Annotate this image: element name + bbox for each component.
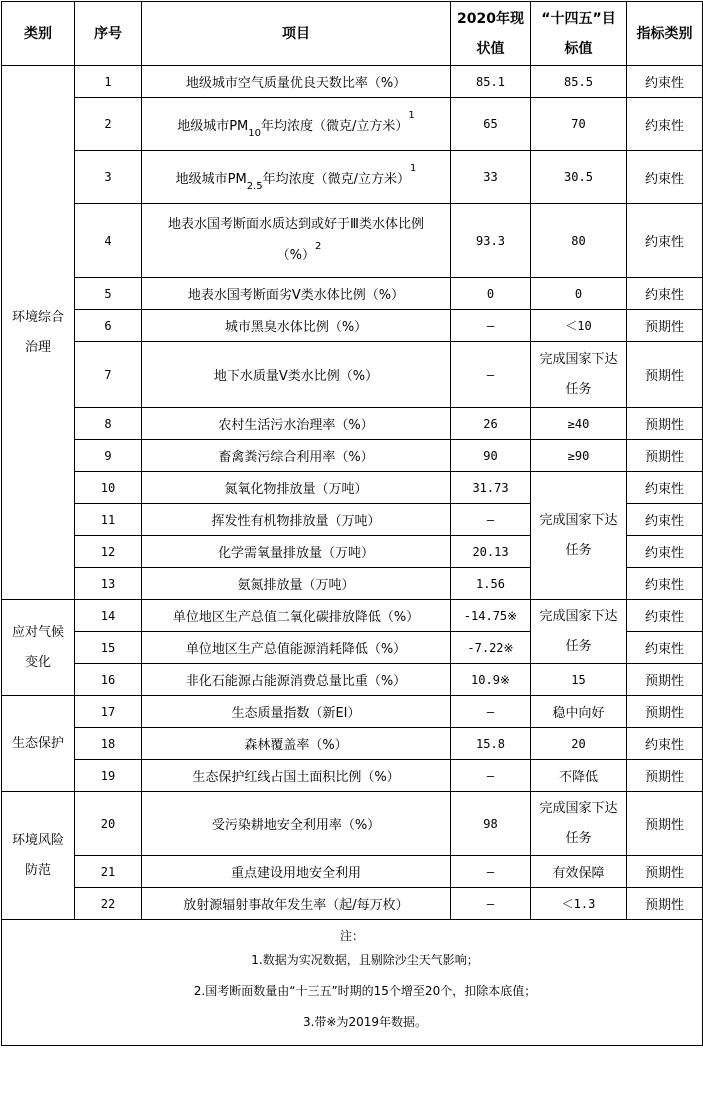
row-attribute: 约束性 xyxy=(627,66,703,98)
item-text: 年均浓度（微克/立方米） xyxy=(262,171,410,187)
indicator-table xyxy=(1,1,703,1046)
row-number: 19 xyxy=(75,760,142,792)
table-row xyxy=(2,600,703,632)
table-row xyxy=(2,440,703,472)
row-target: 完成国家下达任务 xyxy=(531,600,627,664)
row-baseline: — xyxy=(451,856,531,888)
row-attribute: 约束性 xyxy=(627,536,703,568)
row-target: 15 xyxy=(531,664,627,696)
row-number: 10 xyxy=(75,472,142,504)
table-row xyxy=(2,792,703,856)
table-row xyxy=(2,66,703,98)
row-item xyxy=(142,204,451,278)
row-number: 15 xyxy=(75,632,142,664)
row-number: 4 xyxy=(75,204,142,278)
row-baseline: — xyxy=(451,310,531,342)
row-number: 7 xyxy=(75,342,142,408)
table-row xyxy=(2,472,703,504)
notes-cell xyxy=(2,920,703,1046)
row-item: 地级城市空气质量优良天数比率（%） xyxy=(142,66,451,98)
row-baseline: — xyxy=(451,342,531,408)
category-cell: 生态保护 xyxy=(2,696,75,792)
row-baseline: -14.75※ xyxy=(451,600,531,632)
row-baseline: 26 xyxy=(451,408,531,440)
category-cell: 环境综合治理 xyxy=(2,66,75,600)
item-text: 年均浓度（微克/立方米） xyxy=(261,118,409,134)
row-number: 13 xyxy=(75,568,142,600)
row-attribute: 约束性 xyxy=(627,568,703,600)
row-baseline: — xyxy=(451,696,531,728)
row-number: 8 xyxy=(75,408,142,440)
row-attribute: 约束性 xyxy=(627,98,703,151)
row-item: 氨氮排放量（万吨） xyxy=(142,568,451,600)
header-row xyxy=(2,2,703,66)
row-item xyxy=(142,98,451,151)
row-number: 3 xyxy=(75,151,142,204)
item-text: 地表水国考断面水质达到或好于Ⅲ类水体比例 xyxy=(168,217,424,232)
row-baseline: 31.73 xyxy=(451,472,531,504)
row-attribute: 预期性 xyxy=(627,310,703,342)
table-row xyxy=(2,151,703,204)
row-target: ＜10 xyxy=(531,310,627,342)
row-attribute: 约束性 xyxy=(627,728,703,760)
row-attribute: 约束性 xyxy=(627,472,703,504)
table-row xyxy=(2,664,703,696)
row-item: 放射源辐射事故年发生率（起/每万枚） xyxy=(142,888,451,920)
item-footnote-mark: 1 xyxy=(409,162,417,174)
row-attribute: 预期性 xyxy=(627,888,703,920)
row-attribute: 预期性 xyxy=(627,696,703,728)
row-item: 单位地区生产总值二氧化碳排放降低（%） xyxy=(142,600,451,632)
row-number: 17 xyxy=(75,696,142,728)
table-row xyxy=(2,760,703,792)
row-item: 非化石能源占能源消费总量比重（%） xyxy=(142,664,451,696)
item-footnote-mark: 2 xyxy=(314,241,322,252)
row-number: 21 xyxy=(75,856,142,888)
row-item: 氮氧化物排放量（万吨） xyxy=(142,472,451,504)
row-attribute: 预期性 xyxy=(627,440,703,472)
table-row xyxy=(2,278,703,310)
row-number: 18 xyxy=(75,728,142,760)
row-baseline: 33 xyxy=(451,151,531,204)
row-item: 单位地区生产总值能源消耗降低（%） xyxy=(142,632,451,664)
row-attribute: 预期性 xyxy=(627,856,703,888)
row-item: 重点建设用地安全利用 xyxy=(142,856,451,888)
row-target: 完成国家下达任务 xyxy=(531,472,627,600)
row-target: 不降低 xyxy=(531,760,627,792)
row-number: 2 xyxy=(75,98,142,151)
note-line: 1.数据为实况数据，且剔除沙尘天气影响； xyxy=(251,953,479,967)
note-line: 3.带※为2019年数据。 xyxy=(302,1015,428,1029)
row-attribute: 预期性 xyxy=(627,664,703,696)
row-item: 受污染耕地安全利用率（%） xyxy=(142,792,451,856)
table-row xyxy=(2,728,703,760)
item-subscript: 2.5 xyxy=(246,180,263,192)
row-target: 30.5 xyxy=(531,151,627,204)
row-baseline: 65 xyxy=(451,98,531,151)
row-item: 农村生活污水治理率（%） xyxy=(142,408,451,440)
row-target: 80 xyxy=(531,204,627,278)
row-baseline: — xyxy=(451,888,531,920)
item-text: 地级城市PM xyxy=(175,171,247,187)
table-row xyxy=(2,696,703,728)
row-number: 11 xyxy=(75,504,142,536)
row-attribute: 约束性 xyxy=(627,632,703,664)
row-attribute: 预期性 xyxy=(627,792,703,856)
row-item xyxy=(142,151,451,204)
row-baseline: 20.13 xyxy=(451,536,531,568)
row-attribute: 约束性 xyxy=(627,204,703,278)
row-baseline: — xyxy=(451,760,531,792)
table-row xyxy=(2,98,703,151)
row-target: 完成国家下达任务 xyxy=(531,792,627,856)
row-number: 12 xyxy=(75,536,142,568)
row-number: 16 xyxy=(75,664,142,696)
table-row xyxy=(2,408,703,440)
row-item: 生态保护红线占国土面积比例（%） xyxy=(142,760,451,792)
row-attribute: 约束性 xyxy=(627,600,703,632)
row-number: 20 xyxy=(75,792,142,856)
row-attribute: 预期性 xyxy=(627,760,703,792)
row-baseline: 15.8 xyxy=(451,728,531,760)
row-target: ≥40 xyxy=(531,408,627,440)
row-target: 20 xyxy=(531,728,627,760)
row-number: 14 xyxy=(75,600,142,632)
notes-row xyxy=(2,920,703,1046)
item-text: （%） xyxy=(276,248,315,263)
row-number: 22 xyxy=(75,888,142,920)
category-cell: 应对气候变化 xyxy=(2,600,75,696)
row-target: 0 xyxy=(531,278,627,310)
row-target: 85.5 xyxy=(531,66,627,98)
row-baseline: — xyxy=(451,504,531,536)
notes-title: 注： xyxy=(339,929,364,943)
row-item: 挥发性有机物排放量（万吨） xyxy=(142,504,451,536)
row-item: 城市黑臭水体比例（%） xyxy=(142,310,451,342)
row-baseline: 93.3 xyxy=(451,204,531,278)
header-category: 类别 xyxy=(2,2,75,66)
row-target: 有效保障 xyxy=(531,856,627,888)
table-row xyxy=(2,888,703,920)
row-target: 完成国家下达任务 xyxy=(531,342,627,408)
item-text: 地级城市PM xyxy=(177,118,249,134)
row-item: 化学需氧量排放量（万吨） xyxy=(142,536,451,568)
row-baseline: 0 xyxy=(451,278,531,310)
row-item: 生态质量指数（新EI） xyxy=(142,696,451,728)
row-target: 稳中向好 xyxy=(531,696,627,728)
header-index: 序号 xyxy=(75,2,142,66)
row-baseline: 98 xyxy=(451,792,531,856)
row-attribute: 预期性 xyxy=(627,408,703,440)
row-attribute: 约束性 xyxy=(627,151,703,204)
row-baseline: 90 xyxy=(451,440,531,472)
note-line: 2.国考断面数量由“十三五”时期的15个增至20个，扣除本底值； xyxy=(193,984,537,998)
row-attribute: 约束性 xyxy=(627,504,703,536)
table-row xyxy=(2,204,703,278)
row-item: 森林覆盖率（%） xyxy=(142,728,451,760)
row-target: 70 xyxy=(531,98,627,151)
row-item: 地下水质量Ⅴ类水比例（%） xyxy=(142,342,451,408)
table-row xyxy=(2,856,703,888)
row-item: 畜禽粪污综合利用率（%） xyxy=(142,440,451,472)
item-subscript: 10 xyxy=(248,127,262,139)
header-attribute: 指标类别 xyxy=(627,2,703,66)
row-number: 6 xyxy=(75,310,142,342)
row-attribute: 预期性 xyxy=(627,342,703,408)
header-target: “十四五”目标值 xyxy=(531,2,627,66)
row-number: 5 xyxy=(75,278,142,310)
table-row xyxy=(2,310,703,342)
row-baseline: -7.22※ xyxy=(451,632,531,664)
table-row xyxy=(2,342,703,408)
row-number: 9 xyxy=(75,440,142,472)
row-item: 地表水国考断面劣Ⅴ类水体比例（%） xyxy=(142,278,451,310)
row-target: ＜1.3 xyxy=(531,888,627,920)
row-baseline: 85.1 xyxy=(451,66,531,98)
row-number: 1 xyxy=(75,66,142,98)
header-item: 项目 xyxy=(142,2,451,66)
row-baseline: 1.56 xyxy=(451,568,531,600)
row-baseline: 10.9※ xyxy=(451,664,531,696)
item-footnote-mark: 1 xyxy=(408,109,415,121)
row-attribute: 约束性 xyxy=(627,278,703,310)
row-target: ≥90 xyxy=(531,440,627,472)
header-baseline: 2020年现状值 xyxy=(451,2,531,66)
category-cell: 环境风险防范 xyxy=(2,792,75,920)
